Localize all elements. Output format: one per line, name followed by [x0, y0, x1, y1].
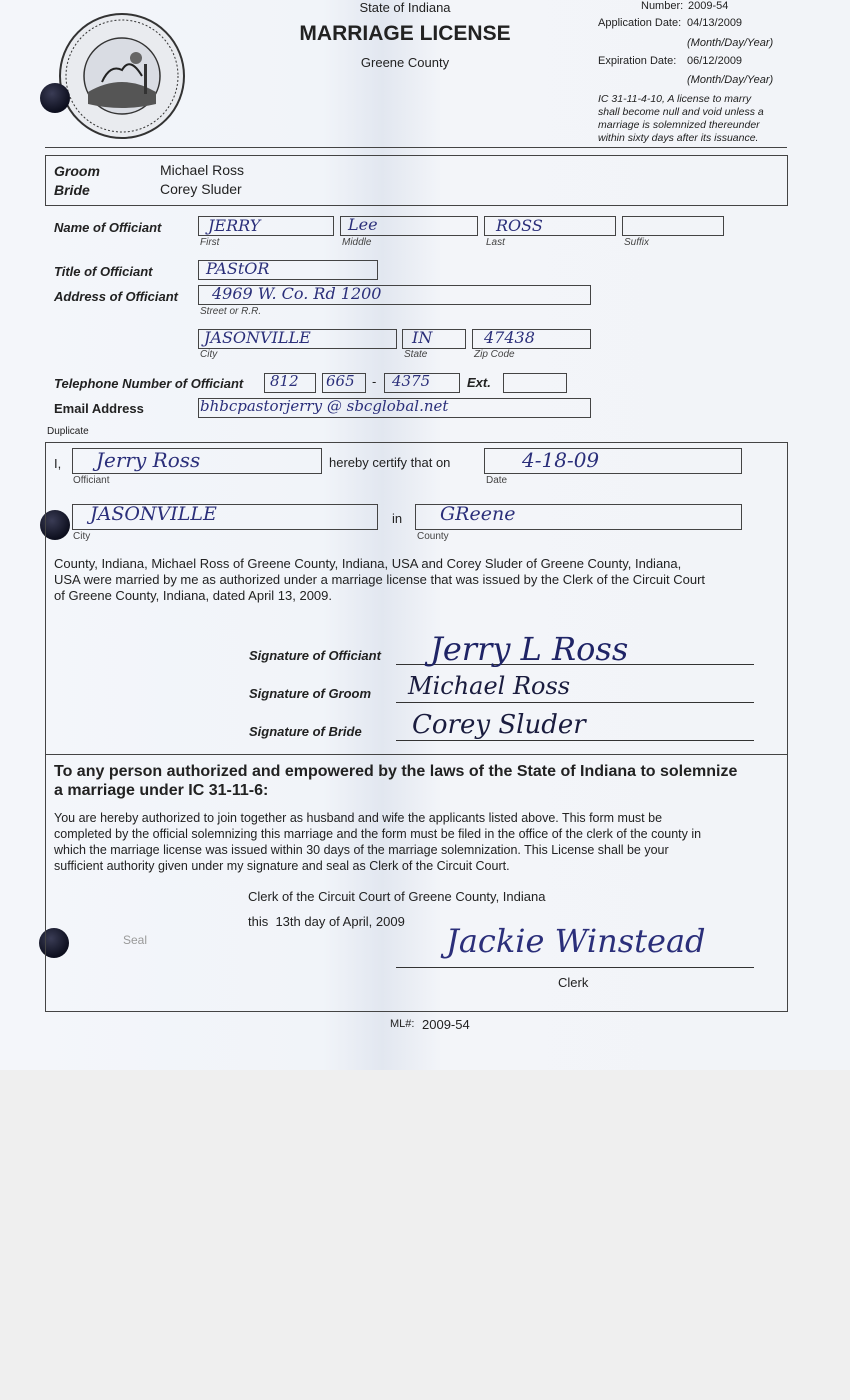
- state-seal-image: [58, 12, 186, 140]
- groom-signature: Michael Ross: [408, 672, 571, 700]
- date-caption: Date: [486, 475, 508, 486]
- certify-text: hereby certify that on: [329, 455, 451, 470]
- city-caption: City: [200, 349, 218, 360]
- section-divider: [45, 754, 787, 755]
- ml-label: ML#:: [390, 1018, 415, 1030]
- state-caption: State: [404, 349, 428, 360]
- body-line: completed by the official solemnizing this marriage and the form must be filed in the office of the clerk of the county in: [54, 827, 702, 841]
- clerk-signature: Jackie Winstead: [446, 922, 706, 960]
- issue-date-line: this 13th day of April, 2009: [248, 914, 405, 929]
- seal-label: Seal: [123, 933, 148, 947]
- email-value: bhbcpastorjerry @ sbcglobal.net: [200, 397, 449, 415]
- duplicate-label: Duplicate: [47, 426, 89, 437]
- phone-dash: -: [372, 374, 377, 389]
- marriage-city-value: JASONVILLE: [90, 503, 217, 525]
- suffix-field[interactable]: [622, 216, 724, 236]
- authorization-heading: [54, 762, 780, 800]
- clerk-label: Clerk: [558, 975, 589, 990]
- date-format-hint: (Month/Day/Year): [687, 37, 774, 49]
- certification-statement: [54, 556, 774, 604]
- marriage-county-value: GReene: [440, 503, 516, 525]
- zip-caption: Zip Code: [474, 349, 515, 360]
- statement-line: County, Indiana, Michael Ross of Greene County, Indiana, USA and Corey Sluder of Greene County, Indiana,: [54, 556, 682, 571]
- groom-signature-line: [396, 702, 754, 703]
- groom-name: Michael Ross: [160, 162, 245, 178]
- bride-signature: Corey Sluder: [412, 710, 586, 740]
- in-label: in: [392, 511, 403, 526]
- street-caption: Street or R.R.: [200, 306, 262, 317]
- officiant-title-value: PAStOR: [206, 259, 270, 278]
- groom-signature-label: Signature of Groom: [249, 686, 372, 701]
- street-value: 4969 W. Co. Rd 1200: [212, 284, 382, 303]
- clerk-court-line: Clerk of the Circuit Court of Greene County, Indiana: [248, 889, 546, 904]
- officiant-signature: Jerry L Ross: [430, 630, 629, 668]
- phone-area-value: 812: [270, 372, 299, 390]
- punch-hole: [40, 83, 70, 113]
- phone-prefix-value: 665: [326, 372, 355, 390]
- city-caption: City: [73, 531, 91, 542]
- license-number-label: Number:: [641, 0, 684, 12]
- groom-label: Groom: [54, 163, 100, 179]
- couple-box: [45, 155, 788, 206]
- ext-label: Ext.: [467, 375, 491, 390]
- last-name-value: ROSS: [496, 216, 543, 235]
- suffix-caption: Suffix: [624, 237, 650, 248]
- county-caption: County: [417, 531, 449, 542]
- expiration-date-label: Expiration Date:: [598, 55, 677, 67]
- middle-name-caption: Middle: [342, 237, 372, 248]
- statute-line: IC 31-11-4-10, A license to marry: [598, 93, 752, 105]
- state-value: IN: [412, 328, 433, 347]
- phone-line-value: 4375: [392, 372, 431, 390]
- zip-value: 47438: [484, 328, 535, 347]
- first-name-value: JERRY: [208, 216, 261, 235]
- certifying-officiant-value: Jerry Ross: [96, 448, 201, 472]
- officiant-address-label: Address of Officiant: [54, 289, 179, 304]
- officiant-phone-label: Telephone Number of Officiant: [54, 376, 244, 391]
- license-number: 2009-54: [688, 0, 729, 12]
- authorization-body: [54, 810, 784, 874]
- last-name-caption: Last: [486, 237, 505, 248]
- first-name-caption: First: [200, 237, 220, 248]
- ml-number: 2009-54: [422, 1017, 470, 1032]
- middle-name-value: Lee: [348, 215, 378, 234]
- statute-line: within sixty days after its issuance.: [598, 132, 759, 144]
- body-line: You are hereby authorized to join together as husband and wife the applicants listed above. This form must be: [54, 811, 663, 825]
- header-divider: [45, 147, 787, 148]
- body-line: which the marriage license was issued within 30 days of the marriage solemnization. This License shall be your: [54, 843, 669, 857]
- date-format-hint: (Month/Day/Year): [687, 74, 774, 86]
- officiant-title-label: Title of Officiant: [54, 264, 153, 279]
- heading-line: a marriage under IC 31-11-6:: [54, 782, 269, 799]
- clerk-signature-line: [396, 967, 754, 968]
- officiant-caption: Officiant: [73, 475, 110, 486]
- statement-line: of Greene County, Indiana, dated April 13, 2009.: [54, 588, 333, 603]
- city-value: JASONVILLE: [204, 328, 311, 347]
- county-heading: Greene County: [360, 55, 450, 70]
- statute-line: marriage is solemnized thereunder: [598, 119, 760, 131]
- marriage-date-value: 4-18-09: [522, 448, 600, 472]
- statute-line: shall become null and void unless a: [598, 106, 764, 118]
- expiration-date: 06/12/2009: [687, 55, 743, 67]
- bride-label: Bride: [54, 182, 90, 198]
- officiant-name-label: Name of Officiant: [54, 220, 162, 235]
- state-heading: State of Indiana: [359, 0, 451, 15]
- i-label: I,: [54, 456, 62, 471]
- heading-line: To any person authorized and empowered by the laws of the State of Indiana to solemnize: [54, 763, 738, 780]
- statement-line: USA were married by me as authorized under a marriage license that was issued by the Clerk of the Circuit Court: [54, 572, 706, 587]
- application-date-label: Application Date:: [598, 17, 682, 29]
- application-date: 04/13/2009: [687, 17, 743, 29]
- body-line: sufficient authority given under my signature and seal as Clerk of the Circuit Court.: [54, 859, 510, 873]
- bride-name: Corey Sluder: [160, 181, 242, 197]
- ext-field[interactable]: [503, 373, 567, 393]
- bride-signature-label: Signature of Bride: [249, 724, 362, 739]
- document-title: MARRIAGE LICENSE: [299, 22, 511, 45]
- bride-signature-line: [396, 740, 754, 741]
- officiant-signature-label: Signature of Officiant: [249, 648, 381, 663]
- statute-note: [598, 93, 764, 145]
- email-label: Email Address: [54, 401, 144, 416]
